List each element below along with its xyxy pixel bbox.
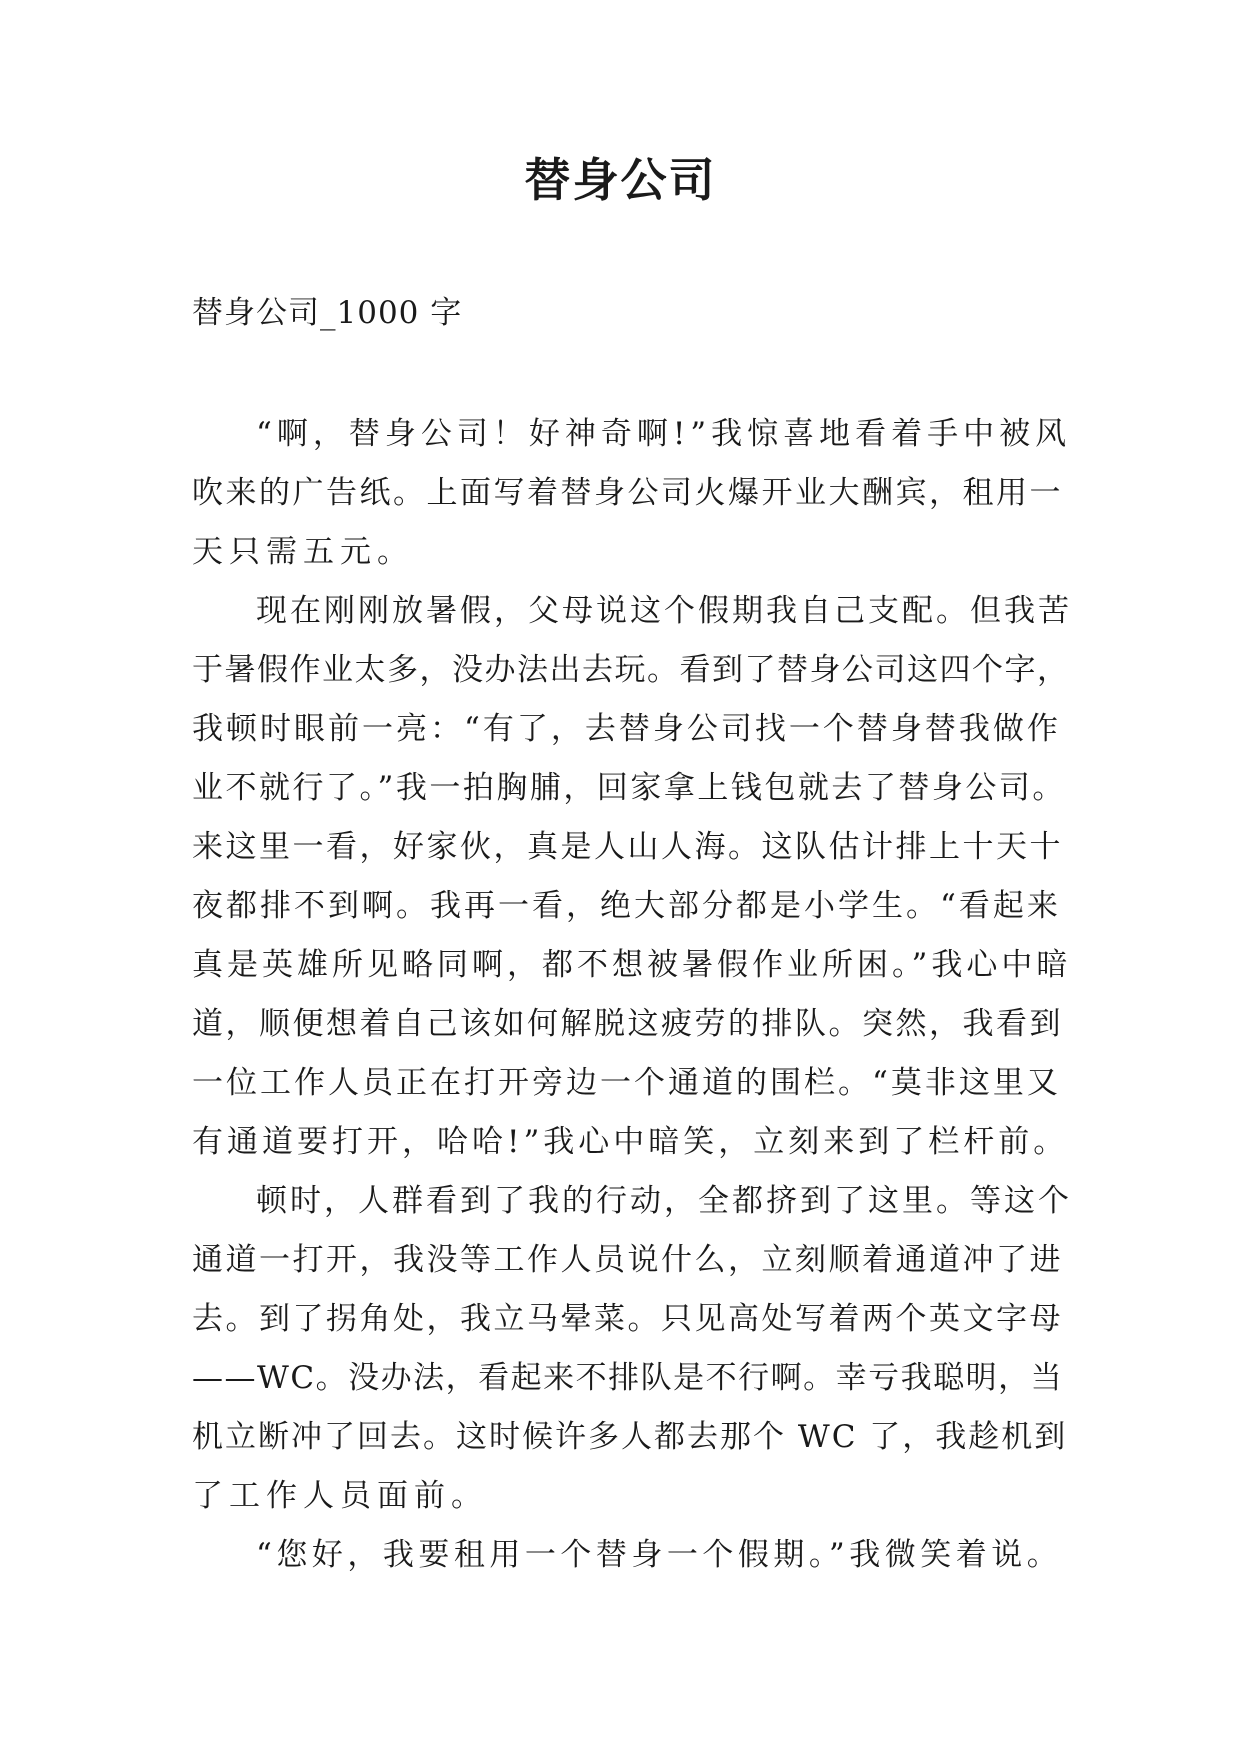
text-line: 夜都排不到啊。我再一看，绝大部分都是小学生。“看起来 xyxy=(192,888,1061,924)
text-line: 吹来的广告纸。上面写着替身公司火爆开业大酬宾，租用一 xyxy=(192,475,1063,511)
text-line: 了工作人员面前。 xyxy=(192,1478,488,1514)
text-line: 顿时，人群看到了我的行动，全都挤到了这里。等这个 xyxy=(256,1183,1072,1219)
paragraph-3 xyxy=(192,1172,1072,1526)
paragraph-4 xyxy=(192,1526,1063,1585)
text-line: 现在刚刚放暑假，父母说这个假期我自己支配。但我苦 xyxy=(256,593,1072,629)
text-line: 天只需五元。 xyxy=(192,534,414,570)
document-subtitle: 替身公司_1000 字 xyxy=(192,295,463,331)
text-line: “啊，替身公司！好神奇啊!”我惊喜地看着手中被风 xyxy=(256,416,1072,452)
paragraph-1 xyxy=(192,405,1072,582)
text-line: ——WC。没办法，看起来不排队是不行啊。幸亏我聪明，当 xyxy=(192,1360,1064,1396)
text-line: 真是英雄所见略同啊，都不想被暑假作业所困。”我心中暗 xyxy=(192,947,1072,983)
text-line: 来这里一看，好家伙，真是人山人海。这队估计排上十天十 xyxy=(192,829,1063,865)
document-body xyxy=(192,405,1072,1585)
text-line: “您好，我要租用一个替身一个假期。”我微笑着说。 xyxy=(256,1537,1063,1573)
text-line: 道，顺便想着自己该如何解脱这疲劳的排队。突然，我看到 xyxy=(192,1006,1063,1042)
text-line: 有通道要打开，哈哈!”我心中暗笑，立刻来到了栏杆前。 xyxy=(192,1124,1069,1160)
text-line: 一位工作人员正在打开旁边一个通道的围栏。“莫非这里又 xyxy=(192,1065,1061,1101)
text-line: 我顿时眼前一亮：“有了，去替身公司找一个替身替我做作 xyxy=(192,711,1061,747)
text-line: 于暑假作业太多，没办法出去玩。看到了替身公司这四个字， xyxy=(192,652,1070,688)
text-line: 通道一打开，我没等工作人员说什么，立刻顺着通道冲了进 xyxy=(192,1242,1063,1278)
document-title: 替身公司 xyxy=(524,153,717,207)
text-line: 去。到了拐角处，我立马晕菜。只见高处写着两个英文字母 xyxy=(192,1301,1063,1337)
text-line: 业不就行了。”我一拍胸脯，回家拿上钱包就去了替身公司。 xyxy=(192,770,1066,806)
text-line: 机立断冲了回去。这时候许多人都去那个 WC 了，我趁机到 xyxy=(192,1419,1068,1455)
paragraph-2 xyxy=(192,582,1072,1172)
